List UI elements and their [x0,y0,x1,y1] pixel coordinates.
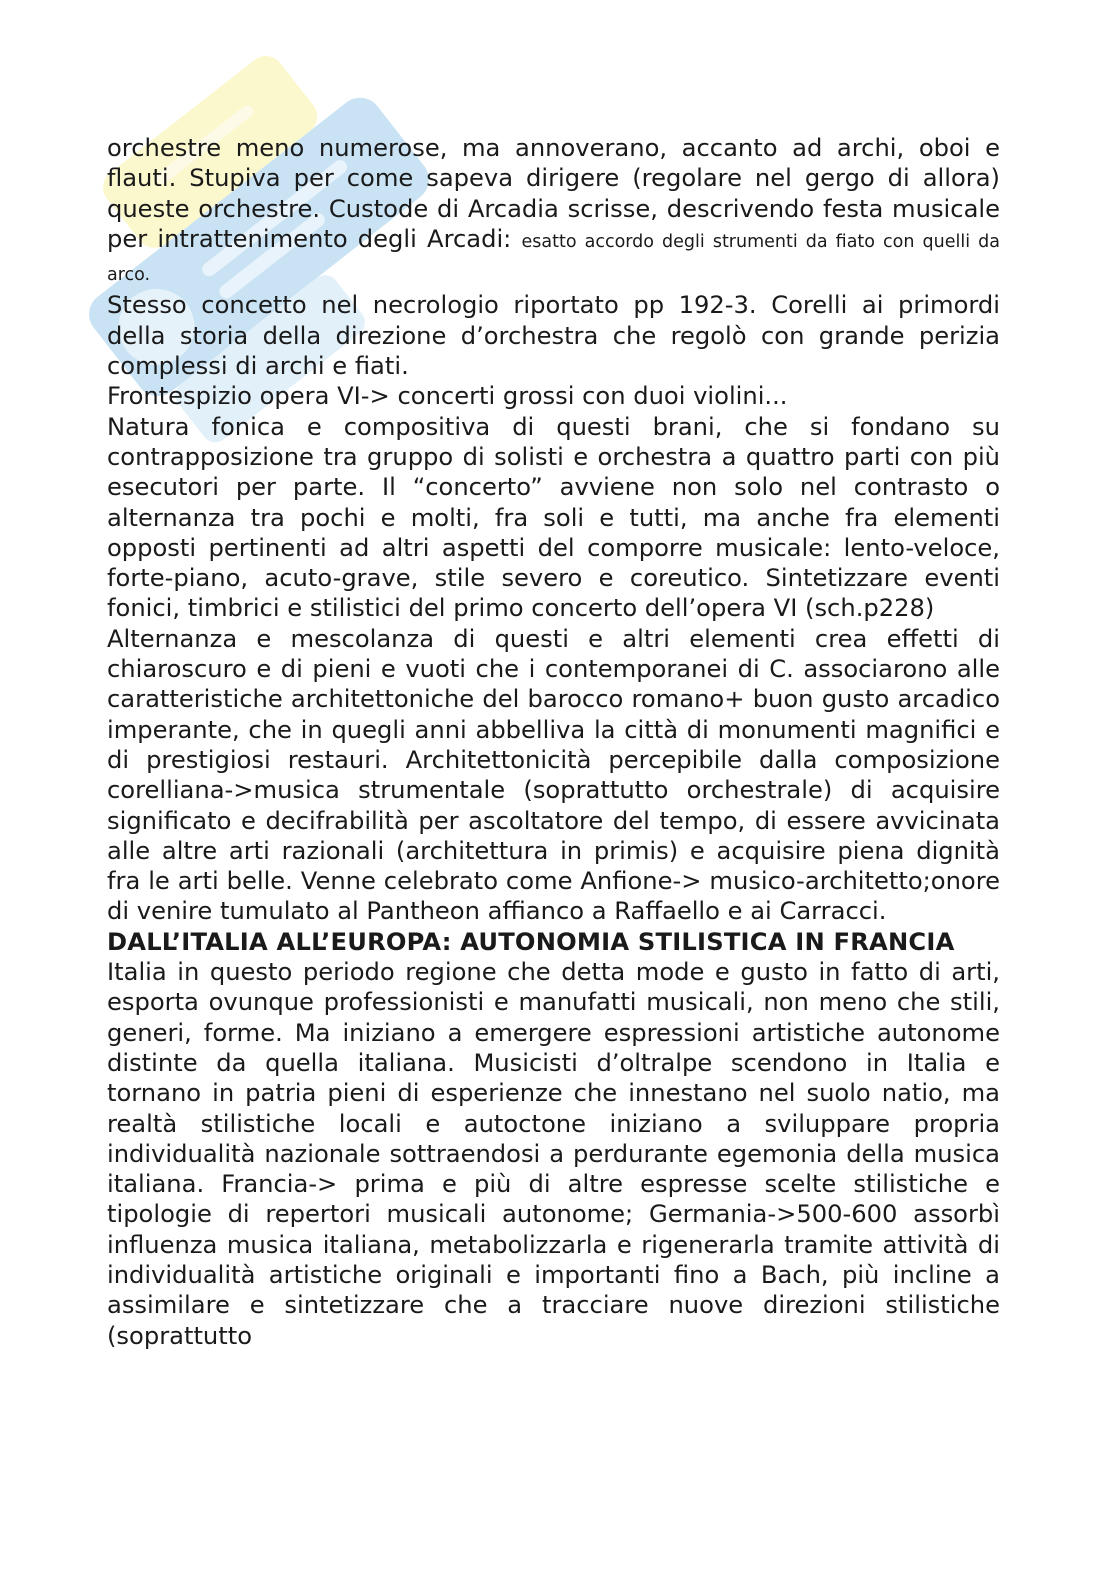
paragraph-1-text: orchestre meno numerose, ma annoverano, accanto ad archi, oboi e flauti. Stupiva per come sapeva dirigere (regolare nel gergo di allora) queste orchestre. Custode di Arcadia scrisse, descrivendo festa musicale per intrattenimento degli Arcadi: [107,134,1000,253]
paragraph-3: Frontespizio opera VI-> concerti grossi con duoi violini... [107,382,788,411]
paragraph-4: Natura fonica e compositiva di questi brani, che si fondano su contrapposizione tra gruppo di solisti e orchestra a quattro parti con più esecutori per parte. Il “concerto” avviene non solo nel contrasto o alternanza tra pochi e molti, fra soli e tutti, ma anche fra elementi opposti pertinenti ad altri aspetti del comporre musicale: lento-veloce, forte-piano, acuto-grave, stile severo e coreutico. Sintetizzare eventi fonici, timbrici e stilistici del primo concerto dell’opera VI (sch.p228) [107,412,1000,623]
paragraph-2: Stesso concetto nel necrologio riportato pp 192-3. Corelli ai primordi della storia della direzione d’orchestra che regolò con grande perizia complessi di archi e fiati. [107,291,1000,381]
section-heading: DALL’ITALIA ALL’EUROPA: AUTONOMIA STILISTICA IN FRANCIA [107,927,955,956]
document-body [107,133,1000,1351]
paragraph-1-quote: esatto accordo degli strumenti da fiato con quelli da arco. [107,231,1000,286]
paragraph-6: Italia in questo periodo regione che detta mode e gusto in fatto di arti, esporta ovunque professionisti e manufatti musicali, non meno che stili, generi, forme. Ma iniziano a emergere espressioni artistiche autonome distinte da quella italiana. Musicisti d’oltralpe scendono in Italia e tornano in patria pieni di esperienze che innestano nel suolo natio, ma realtà stilistiche locali e autoctone iniziano a sviluppare propria individualità nazionale sottraendosi a perdurante egemonia della musica italiana. Francia-> prima e più di altre espresse scelte stilistiche e tipologie di repertori musicali autonome; Germania->500-600 assorbì influenza musica italiana, metabolizzarla e rigenerarla tramite attività di individualità artistiche originali e importanti fino a Bach, più incline a assimilare e sintetizzare che a tracciare nuove direzioni stilistiche (soprattutto [107,958,1000,1350]
paragraph-5: Alternanza e mescolanza di questi e altri elementi crea effetti di chiaroscuro e di pieni e vuoti che i contemporanei di C. associarono alle caratteristiche architettoniche del barocco romano+ buon gusto arcadico imperante, che in quegli anni abbelliva la città di monumenti magnifici e di prestigiosi restauri. Architettonicità percepibile dalla composizione corelliana->musica strumentale (soprattutto orchestrale) di acquisire significato e decifrabilità per ascoltatore del tempo, di essere avvicinata alle altre arti razionali (architettura in primis) e acquisire piena dignità fra le arti belle. Venne celebrato come Anfione-> musico-architetto;onore di venire tumulato al Pantheon affianco a Raffaello e ai Carracci. [107,624,1000,926]
paragraph-1 [107,133,1000,290]
